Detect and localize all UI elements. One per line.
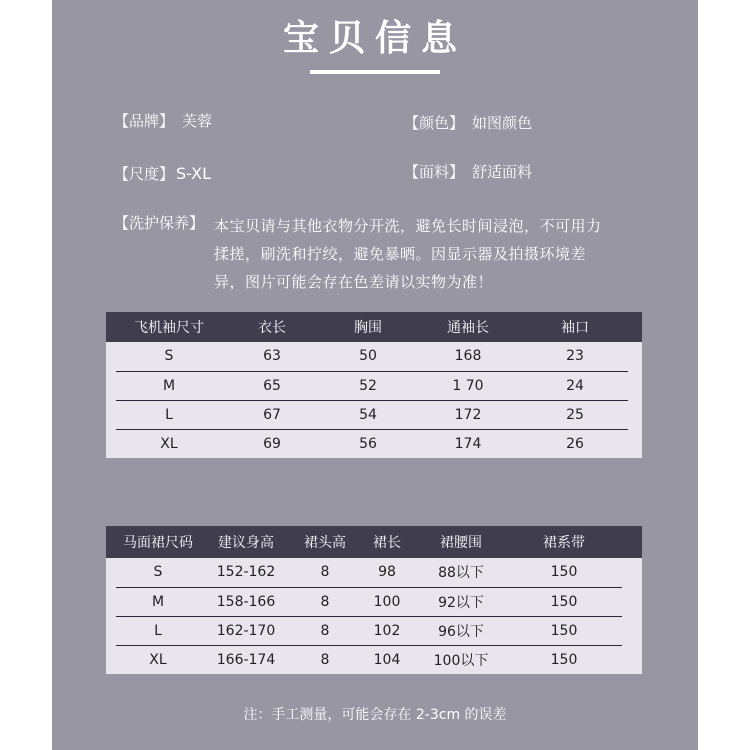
header-pad (106, 526, 116, 558)
table-cell: 166-174 (200, 645, 292, 674)
table-cell: 92以下 (416, 587, 506, 616)
table-cell: 50 (322, 342, 414, 371)
skirt-size-table (106, 526, 642, 674)
table-cell: 67 (222, 400, 322, 429)
header-cell: 裙长 (358, 526, 416, 558)
table-cell: M (116, 587, 200, 616)
table-cell: XL (116, 645, 200, 674)
size-value: S-XL (176, 164, 212, 183)
table-cell: 63 (222, 342, 322, 371)
header-cell: 通袖长 (414, 312, 522, 342)
table-cell: 172 (414, 400, 522, 429)
fabric-value: 舒适面料 (472, 163, 533, 181)
row-pad (106, 371, 116, 400)
table-cell: 174 (414, 429, 522, 458)
table-row (106, 371, 642, 400)
table-cell: 88以下 (416, 558, 506, 587)
size-label: 【尺度】 (114, 165, 175, 183)
table-cell: 152-162 (200, 558, 292, 587)
table-row (106, 558, 642, 587)
care-label: 【洗护保养】 (114, 214, 205, 232)
table-cell: 98 (358, 558, 416, 587)
row-pad (622, 587, 642, 616)
table-cell: 96以下 (416, 616, 506, 645)
row-pad (622, 616, 642, 645)
row-pad (622, 645, 642, 674)
table-cell: 52 (322, 371, 414, 400)
table-cell: 54 (322, 400, 414, 429)
table-cell: 8 (292, 645, 358, 674)
fabric-label: 【面料】 (404, 163, 465, 181)
table-cell: XL (116, 429, 222, 458)
table-cell: 8 (292, 616, 358, 645)
row-pad (106, 342, 116, 371)
row-pad (628, 429, 642, 458)
header-cell: 胸围 (322, 312, 414, 342)
table-cell: 56 (322, 429, 414, 458)
table-cell: 100 (358, 587, 416, 616)
table-cell: 24 (522, 371, 628, 400)
table-cell: 150 (506, 587, 622, 616)
table-cell: 150 (506, 645, 622, 674)
table-cell: 23 (522, 342, 628, 371)
table-cell: 8 (292, 587, 358, 616)
header-cell: 建议身高 (200, 526, 292, 558)
table-cell: 150 (506, 616, 622, 645)
table-cell: 158-166 (200, 587, 292, 616)
table-cell: 1 70 (414, 371, 522, 400)
row-pad (106, 587, 116, 616)
table-cell: S (116, 558, 200, 587)
table-cell: 102 (358, 616, 416, 645)
row-pad (628, 342, 642, 371)
color-value: 如图颜色 (472, 114, 533, 132)
table-cell: L (116, 616, 200, 645)
table-cell: S (116, 342, 222, 371)
row-pad (106, 400, 116, 429)
sleeve-size-table (106, 312, 642, 458)
table-cell: 168 (414, 342, 522, 371)
header-cell: 裙头高 (292, 526, 358, 558)
color-label: 【颜色】 (404, 114, 465, 132)
title-underline (310, 70, 440, 74)
table-cell: 65 (222, 371, 322, 400)
color-field (404, 112, 532, 133)
header-cell: 马面裙尺码 (116, 526, 200, 558)
info-panel (52, 0, 698, 750)
header-cell: 裙系带 (506, 526, 622, 558)
header-cell: 飞机袖尺寸 (116, 312, 222, 342)
row-pad (628, 400, 642, 429)
header-pad (628, 312, 642, 342)
care-value: 本宝贝请与其他衣物分开洗，避免长时间浸泡，不可用力揉搓，刷洗和拧绞，避免暴晒。因显示器及拍摄环境差异，图片可能会存在色差请以实物为准！ (214, 217, 602, 291)
table-row (106, 587, 642, 616)
header-pad (106, 312, 116, 342)
header-cell: 袖口 (522, 312, 628, 342)
measurement-note: 注：手工测量，可能会存在 2-3cm 的误差 (243, 707, 507, 723)
table-cell: 104 (358, 645, 416, 674)
table-cell: M (116, 371, 222, 400)
header-pad (622, 526, 642, 558)
row-pad (106, 558, 116, 587)
table-cell: 150 (506, 558, 622, 587)
row-pad (622, 558, 642, 587)
brand-field (114, 110, 212, 131)
table-row (106, 645, 642, 674)
header-cell: 裙腰围 (416, 526, 506, 558)
table-cell: 8 (292, 558, 358, 587)
header-cell: 衣长 (222, 312, 322, 342)
table-row (106, 429, 642, 458)
row-pad (628, 371, 642, 400)
table-cell: 162-170 (200, 616, 292, 645)
brand-label: 【品牌】 (114, 112, 175, 130)
table-cell: L (116, 400, 222, 429)
row-pad (106, 645, 116, 674)
page-title: 宝贝信息 (282, 17, 467, 59)
fabric-field (404, 161, 532, 182)
table-cell: 100以下 (416, 645, 506, 674)
table-row (106, 616, 642, 645)
table-cell: 26 (522, 429, 628, 458)
row-pad (106, 429, 116, 458)
brand-value: 芙蓉 (182, 112, 213, 130)
row-pad (106, 616, 116, 645)
size-field (114, 163, 211, 184)
table-row (106, 342, 642, 371)
table-cell: 25 (522, 400, 628, 429)
table-row (106, 400, 642, 429)
table-cell: 69 (222, 429, 322, 458)
